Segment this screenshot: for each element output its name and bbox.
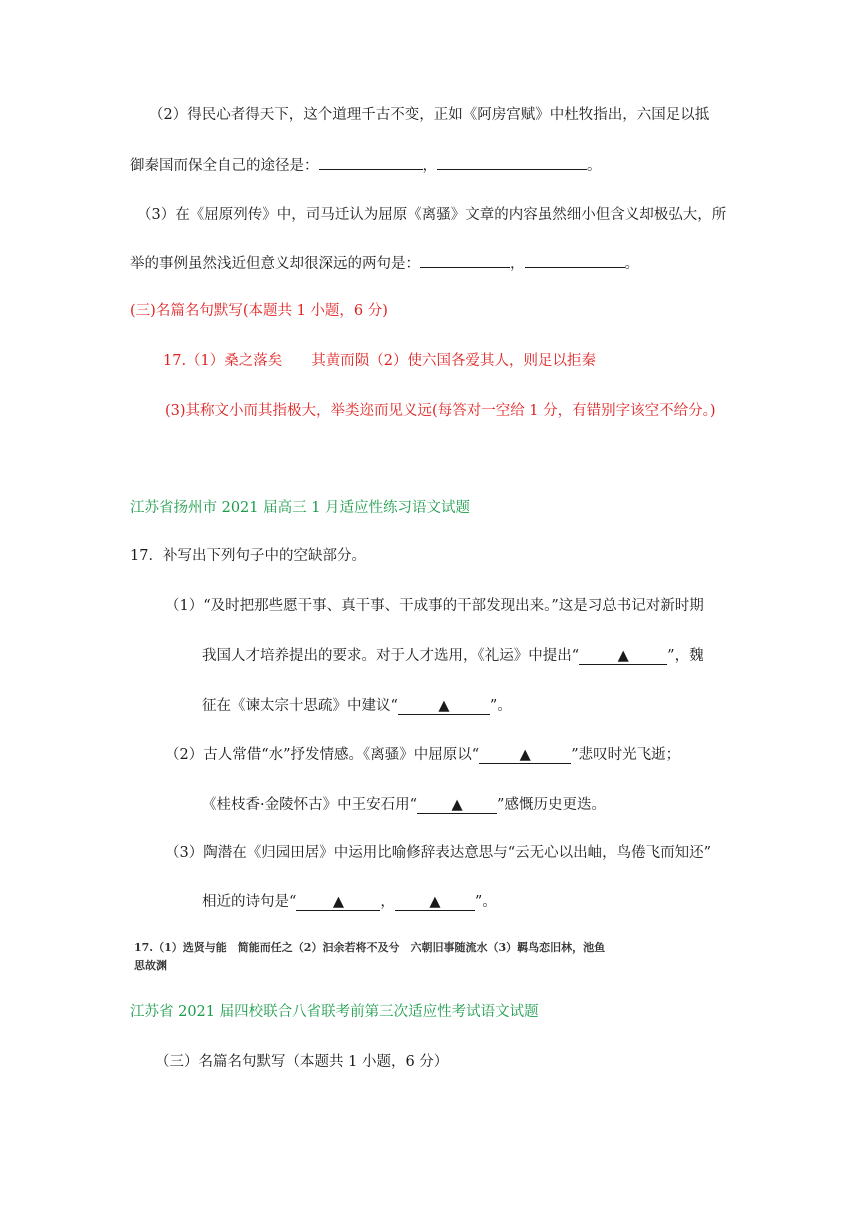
answer-blank[interactable] <box>417 797 497 814</box>
answer-blank[interactable] <box>395 894 475 911</box>
answer-blank[interactable] <box>319 155 423 170</box>
source-title <box>130 498 470 518</box>
section-heading <box>155 1052 448 1072</box>
answer-blank[interactable] <box>525 253 625 268</box>
section-heading-text: （三）名篇名句默写（本题共 1 小题，6 分） <box>155 1054 449 1070</box>
answer-image-line-1 <box>134 941 605 955</box>
triangle-icon: ▲ <box>429 894 441 910</box>
answer-heading <box>130 301 388 321</box>
question-title <box>130 546 366 566</box>
triangle-icon: ▲ <box>332 894 344 910</box>
s2-line-1 <box>165 745 680 765</box>
answer-line-1 <box>163 351 596 371</box>
answer-blank[interactable] <box>437 155 587 170</box>
answer-text-2: (3)其称文小而其指极大，举类迩而见义远(每答对一空给 1 分，有错别字该空不给分。) <box>165 403 716 419</box>
triangle-icon: ▲ <box>438 698 450 714</box>
q2-line-1 <box>149 105 709 125</box>
s1-line-1 <box>165 596 704 616</box>
s3-text-2: 相近的诗句是“ <box>202 894 297 910</box>
q3-text-2: 举的事例虽然浅近但意义却很深远的两句是： <box>130 256 420 272</box>
s1-line-3 <box>202 696 512 716</box>
source-title-text: 江苏省扬州市 2021 届高三 1 月适应性练习语文试题 <box>130 500 471 516</box>
s1-line-2 <box>202 646 704 666</box>
separator: ， <box>510 256 525 272</box>
separator: ， <box>422 158 437 174</box>
answer-blank[interactable] <box>296 894 380 911</box>
q2-text-2: 御秦国而保全自己的途径是： <box>130 158 319 174</box>
s3-text-3: ”。 <box>474 894 497 910</box>
s2-line-2 <box>202 795 606 815</box>
q2-line-2 <box>130 155 602 176</box>
answer-blank[interactable] <box>398 698 490 715</box>
answer-text-1: 17.（1）桑之落矣 其黄而陨（2）使六国各爱其人，则足以拒秦 <box>163 353 597 369</box>
s3-line-1 <box>165 843 711 863</box>
s3-line-2 <box>202 892 497 912</box>
answer-blank[interactable] <box>579 648 667 665</box>
s2-text-1: （2）古人常借“水”抒发情感。《离骚》中屈原以“ <box>165 747 480 763</box>
q3-text-1: （3）在《屈原列传》中，司马迁认为屈原《离骚》文章的内容虽然细小但含义却极弘大，所 <box>137 207 727 223</box>
triangle-icon: ▲ <box>451 797 463 813</box>
period: 。 <box>587 158 602 174</box>
answer-heading-text: (三)名篇名句默写(本题共 1 小题，6 分) <box>130 303 388 319</box>
s1-text-2: 我国人才培养提出的要求。对于人才选用，《礼运》中提出“ <box>202 648 580 664</box>
triangle-icon: ▲ <box>519 747 531 763</box>
answer-blank[interactable] <box>420 253 510 268</box>
answer-image-text-1: 17.（1）选贤与能 简能而任之（2）汩余若将不及兮 六朝旧事随流水（3）羁鸟恋旧林，池鱼 <box>134 941 606 954</box>
s1-text-1: （1）“及时把那些愿干事、真干事、干成事的干部发现出来。”这是习总书记对新时期 <box>165 598 704 614</box>
s2-text-4: ”感慨历史更迭。 <box>497 797 606 813</box>
answer-image-line-2 <box>134 959 167 973</box>
question-title-text: 17．补写出下列句子中的空缺部分。 <box>130 548 366 564</box>
q3-line-2 <box>130 253 639 274</box>
source-title-2-text: 江苏省 2021 届四校联合八省联考前第三次适应性考试语文试题 <box>130 1004 539 1020</box>
s1-text-3: ”，魏 <box>667 648 704 664</box>
q3-line-1 <box>137 205 726 225</box>
s3-text-1: （3）陶潜在《归园田居》中运用比喻修辞表达意思与“云无心以出岫，鸟倦飞而知还” <box>165 845 712 861</box>
period: 。 <box>624 256 639 272</box>
s1-text-5: ”。 <box>489 698 512 714</box>
triangle-icon: ▲ <box>617 648 629 664</box>
separator: ， <box>380 894 395 910</box>
answer-blank[interactable] <box>479 747 571 764</box>
answer-image-text-2: 思故渊 <box>134 959 167 972</box>
s2-text-2: ”悲叹时光飞逝； <box>571 747 681 763</box>
s1-text-4: 征在《谏太宗十思疏》中建议“ <box>202 698 398 714</box>
source-title-2 <box>130 1002 539 1022</box>
s2-text-3: 《桂枝香·金陵怀古》中王安石用“ <box>202 797 418 813</box>
answer-line-2 <box>165 401 716 421</box>
q2-text-1: （2）得民心者得天下，这个道理千古不变，正如《阿房宫赋》中杜牧指出，六国足以抵 <box>149 107 710 123</box>
